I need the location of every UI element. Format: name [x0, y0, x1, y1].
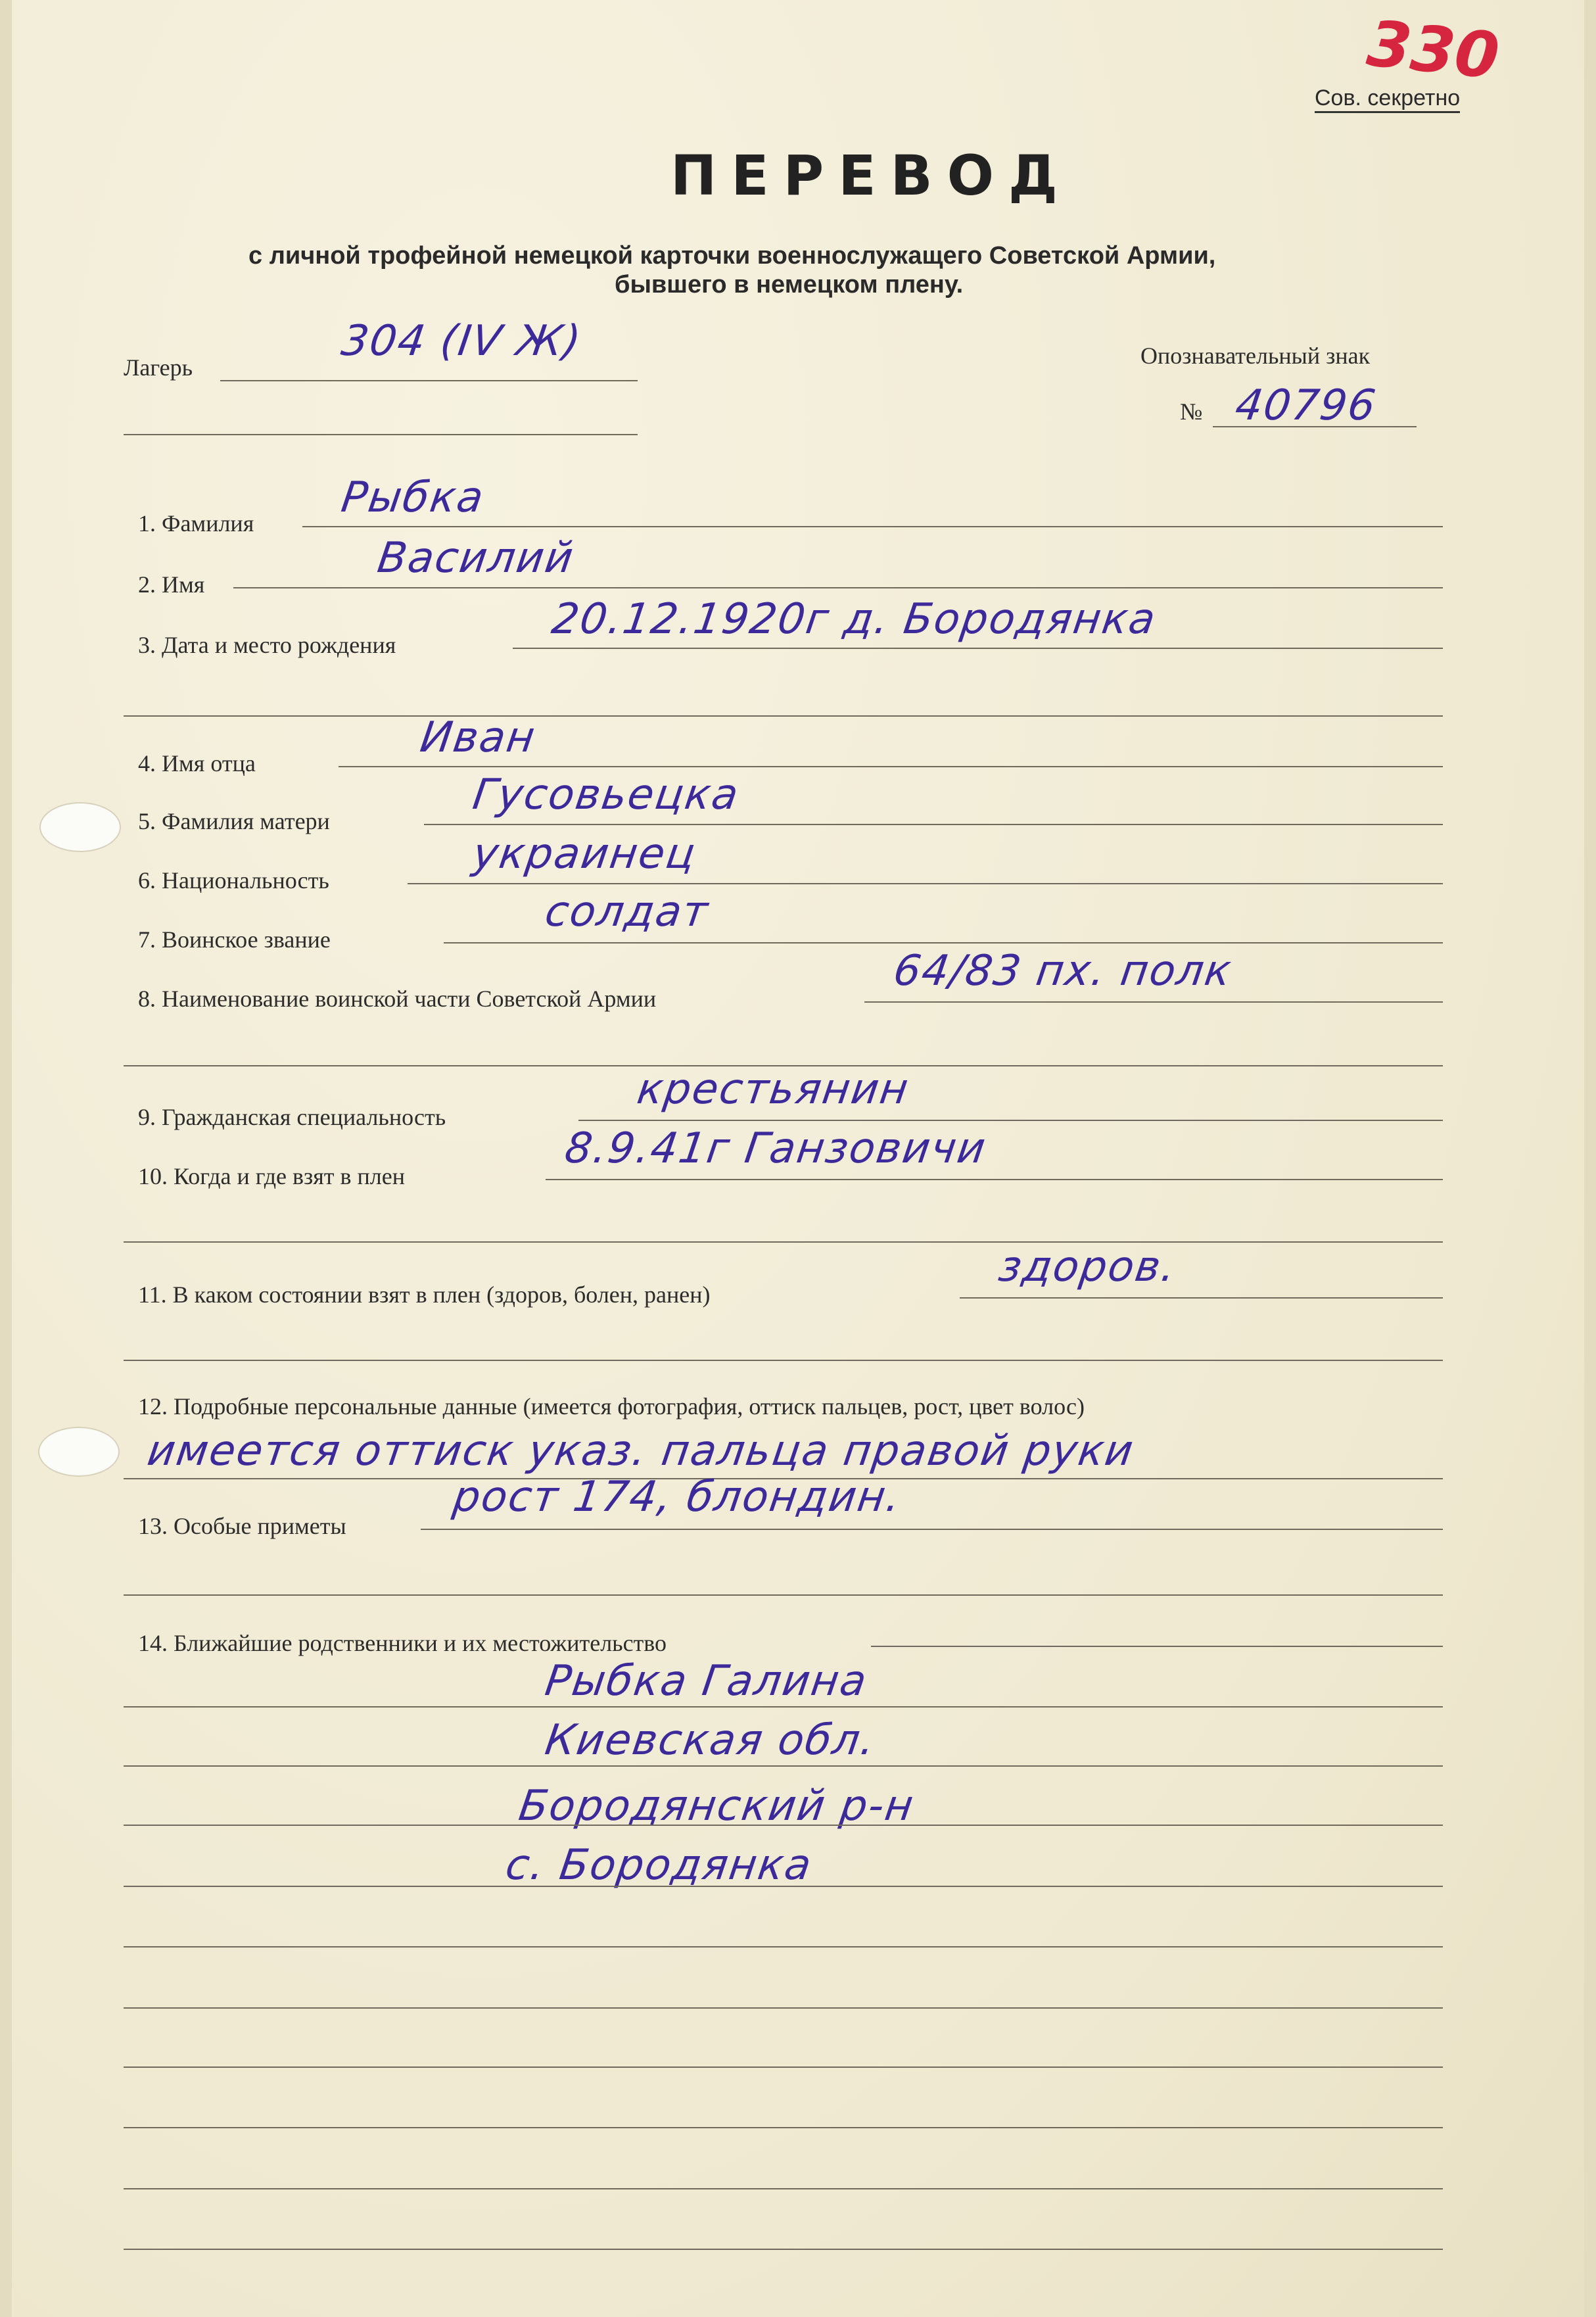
relatives-rule-1: [124, 1706, 1443, 1708]
id-tag-line: [1213, 426, 1417, 427]
field-personal-label: 12. Подробные персональные данные (имеется фотография, оттиск пальцев, рост, цвет волос): [138, 1393, 1085, 1420]
punch-hole-top: [39, 802, 121, 852]
field-surname-value: Рыбка: [338, 473, 488, 522]
relatives-rule-3: [124, 1825, 1443, 1826]
field-profession-value: крестьянин: [634, 1065, 912, 1114]
field-profession-line: [578, 1120, 1443, 1121]
field-unit-line: [864, 1001, 1443, 1003]
field-birth-label: 3. Дата и место рождения: [138, 632, 396, 658]
field-rank-label: 7. Воинское звание: [138, 926, 331, 953]
field-profession-label: 9. Гражданская специальность: [138, 1104, 446, 1130]
field-surname-label: 1. Фамилия: [138, 510, 254, 537]
field-features-value: рост 174, блондин.: [450, 1473, 905, 1521]
field-features-line: [421, 1529, 1443, 1530]
relatives-line-4: с. Бородянка: [502, 1841, 816, 1890]
id-tag-label: Опознавательный знак: [1140, 343, 1371, 369]
field-capture-line-2: [124, 1241, 1443, 1243]
id-tag-number-sign: №: [1180, 398, 1203, 425]
field-mother-label: 5. Фамилия матери: [138, 808, 330, 834]
field-rank-value: солдат: [542, 888, 713, 936]
relatives-rule-5: [124, 1946, 1443, 1947]
page-subtitle-line1: с личной трофейной немецкой карточки военнослужащего Советской Армии,: [248, 242, 1216, 270]
field-nationality-line: [408, 883, 1443, 884]
paper-edge-left: [0, 0, 12, 2317]
field-relatives-line: [871, 1646, 1443, 1647]
punch-hole-bottom: [38, 1427, 120, 1477]
field-birth-value: 20.12.1920г д. Бородянка: [548, 595, 1160, 644]
page-subtitle-line2: бывшего в немецком плену.: [615, 271, 964, 299]
relatives-line-1: Рыбка Галина: [542, 1657, 871, 1706]
relatives-rule-8: [124, 2127, 1443, 2128]
field-birth-line-2: [124, 715, 1443, 717]
field-unit-value: 64/83 пх. полк: [890, 947, 1235, 995]
page-title: ПЕРЕВОД: [670, 143, 1072, 208]
secrecy-label: Сов. секретно: [1315, 85, 1460, 113]
relatives-rule-2: [124, 1765, 1443, 1767]
relatives-rule-10: [124, 2249, 1443, 2250]
field-father-line: [339, 766, 1443, 767]
field-nationality-label: 6. Национальность: [138, 867, 329, 894]
field-personal-value: имеется оттиск указ. пальца правой руки: [144, 1427, 1138, 1475]
field-nationality-value: украинец: [469, 830, 699, 878]
camp-line: [220, 380, 638, 381]
field-name-label: 2. Имя: [138, 571, 205, 598]
field-surname-line: [302, 526, 1443, 527]
field-rank-line: [444, 942, 1443, 944]
field-condition-label: 11. В каком состоянии взят в плен (здоров, болен, ранен): [138, 1281, 711, 1308]
field-mother-line: [424, 824, 1443, 825]
handwritten-archive-number: 330: [1363, 6, 1503, 94]
field-name-value: Василий: [374, 534, 578, 583]
id-tag-value: 40796: [1232, 381, 1380, 430]
relatives-rule-4: [124, 1886, 1443, 1887]
relatives-rule-7: [124, 2066, 1443, 2068]
field-features-label: 13. Особые приметы: [138, 1513, 346, 1539]
field-capture-line: [546, 1179, 1443, 1180]
field-condition-line: [960, 1297, 1443, 1299]
field-father-label: 4. Имя отца: [138, 750, 256, 776]
camp-label: Лагерь: [124, 354, 193, 381]
field-birth-line: [513, 648, 1443, 649]
relatives-rule-6: [124, 2007, 1443, 2009]
relatives-rule-9: [124, 2188, 1443, 2189]
field-capture-value: 8.9.41г Ганзовичи: [561, 1124, 990, 1173]
relatives-line-2: Киевская обл.: [542, 1716, 880, 1765]
field-condition-line-2: [124, 1360, 1443, 1361]
field-father-value: Иван: [417, 713, 539, 762]
relatives-line-3: Бородянский р-н: [515, 1782, 918, 1830]
camp-line-2: [124, 434, 638, 435]
field-condition-value: здоров.: [995, 1243, 1180, 1291]
field-features-line-2: [124, 1594, 1443, 1596]
field-name-line: [233, 587, 1443, 588]
field-unit-label: 8. Наименование воинской части Советской Армии: [138, 986, 657, 1012]
field-capture-label: 10. Когда и где взят в плен: [138, 1163, 406, 1189]
camp-value: 304 (IV Ж): [338, 317, 585, 366]
field-mother-value: Гусовьецка: [469, 771, 743, 819]
field-relatives-label: 14. Ближайшие родственники и их местожительство: [138, 1630, 667, 1656]
paper-edge-right: [1584, 0, 1596, 2317]
